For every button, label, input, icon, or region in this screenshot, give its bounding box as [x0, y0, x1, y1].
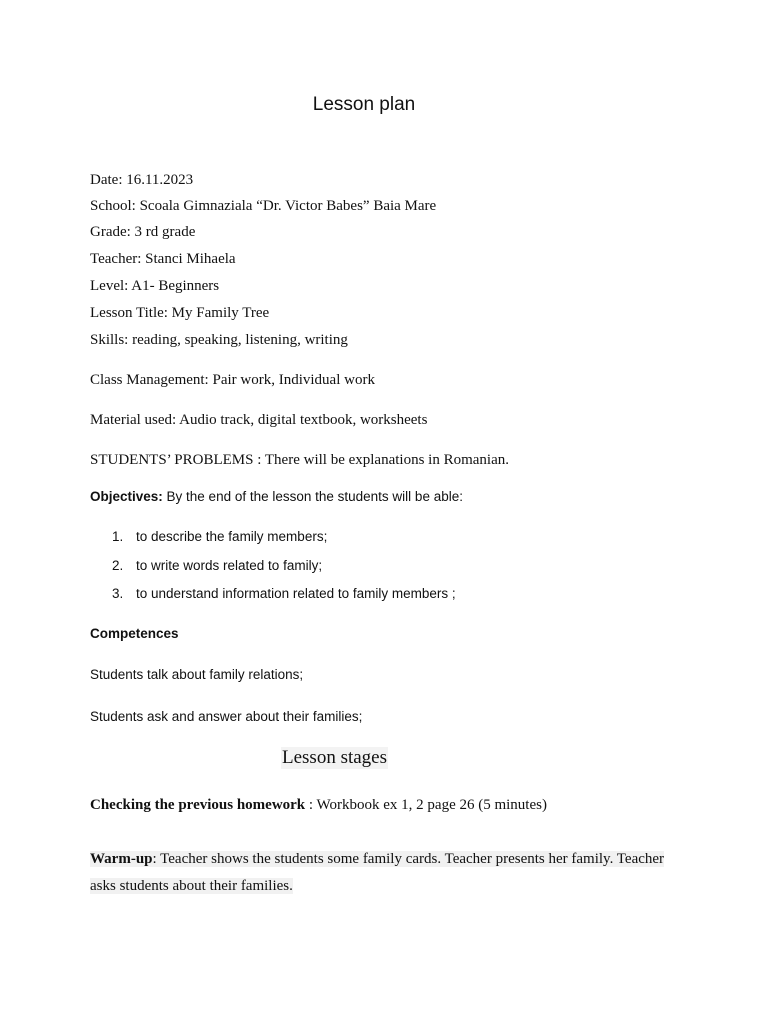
objectives-label: Objectives:: [90, 489, 163, 504]
skills-line: Skills: reading, speaking, listening, writing: [90, 332, 348, 348]
objective-item: [112, 527, 327, 547]
homework-line: [90, 795, 690, 815]
objectives-line: [90, 487, 690, 507]
level-line: Level: A1- Beginners: [90, 278, 220, 294]
competence-item: Students ask and answer about their families;: [90, 709, 363, 724]
objective-text: to describe the family members;: [136, 529, 328, 544]
objective-number: 2.: [112, 558, 124, 573]
class-management-line: Class Management: Pair work, Individual work: [90, 372, 375, 388]
date-line: Date: 16.11.2023: [90, 172, 194, 188]
material-line: Material used: Audio track, digital textbook, worksheets: [90, 412, 428, 428]
lesson-title-line: Lesson Title: My Family Tree: [90, 305, 270, 321]
warmup-line-2: [90, 876, 690, 896]
document-title: Lesson plan: [312, 94, 416, 115]
homework-text: : Workbook ex 1, 2 page 26 (5 minutes): [305, 797, 547, 813]
objective-number: 3.: [112, 586, 124, 601]
competences-heading: Competences: [90, 626, 179, 641]
objective-number: 1.: [112, 529, 124, 544]
warmup-text-continued: asks students about their families.: [90, 878, 293, 894]
competence-item: Students talk about family relations;: [90, 667, 304, 682]
warmup-text: : Teacher shows the students some family cards. Teacher presents her family. Teacher: [152, 851, 665, 867]
lesson-stages-title: Lesson stages: [282, 747, 388, 768]
warmup-label: Warm-up: [90, 851, 153, 867]
warmup-line-1: [90, 849, 690, 869]
objective-text: to understand information related to family members ;: [136, 586, 456, 601]
school-line: School: Scoala Gimnaziala “Dr. Victor Babes” Baia Mare: [90, 198, 437, 214]
teacher-line: Teacher: Stanci Mihaela: [90, 251, 236, 267]
objective-text: to write words related to family;: [136, 558, 323, 573]
students-problems-line: STUDENTS’ PROBLEMS : There will be explanations in Romanian.: [90, 452, 509, 468]
objectives-text: By the end of the lesson the students will be able:: [162, 489, 463, 504]
objective-item: [112, 584, 456, 604]
homework-label: Checking the previous homework: [90, 797, 306, 813]
grade-line: Grade: 3 rd grade: [90, 224, 196, 240]
objective-item: [112, 556, 322, 576]
